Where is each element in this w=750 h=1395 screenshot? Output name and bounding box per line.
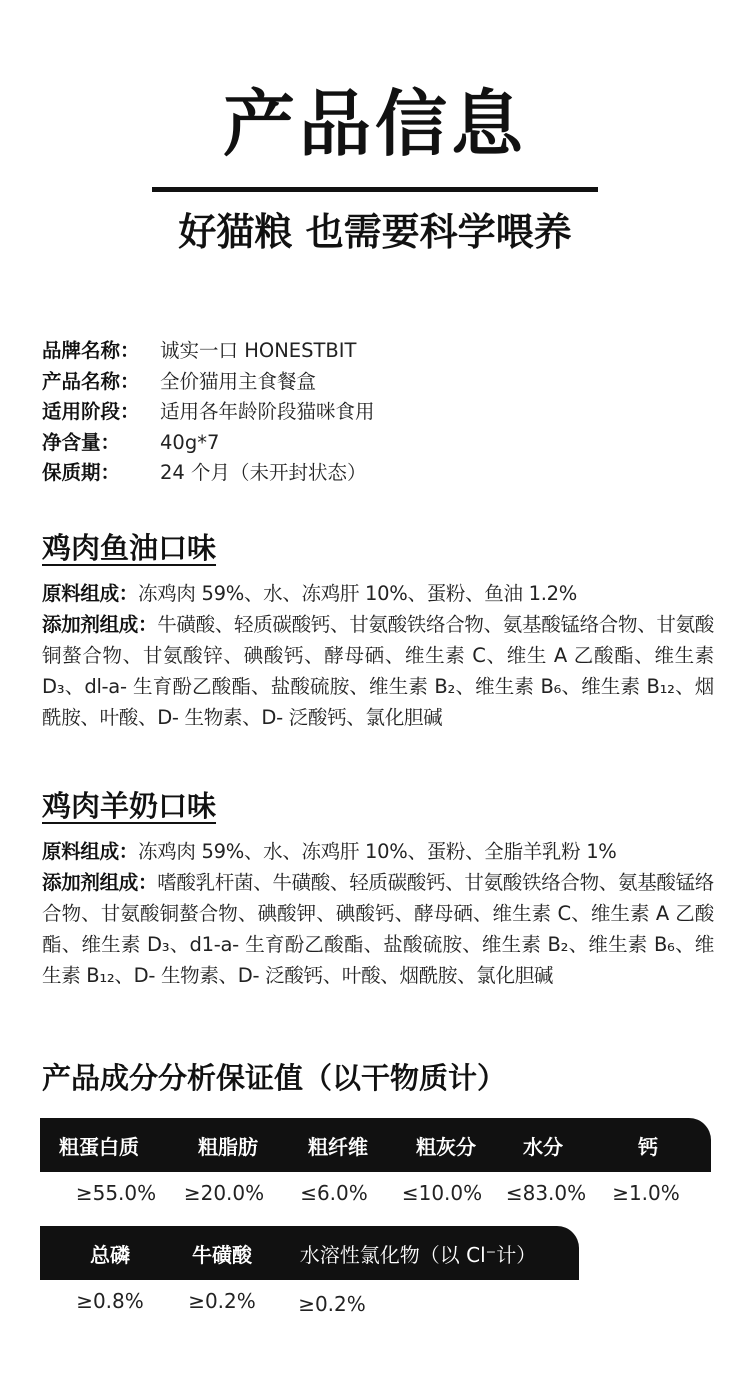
info-label: 品牌名称： <box>42 339 140 362</box>
info-label: 适用阶段： <box>42 400 140 423</box>
nutrient-value: ≥0.2% <box>188 1289 256 1313</box>
analysis-title: 产品成分分析保证值（以干物质计） <box>42 1061 507 1095</box>
info-value: 全价猫用主食餐盒 <box>160 369 317 393</box>
nutrient-value: ≤83.0% <box>505 1181 587 1205</box>
additives-value: 牛磺酸、轻质碳酸钙、甘氨酸铁络合物、氨基酸锰络合物、甘氨酸铜螯合物、甘氨酸锌、碘酸钙、酵母硒、维生素 C、维生 A 乙酸酯、维生素 D₃、dl-a- 生育酚乙酸酯、盐酸硫胺、维生素 B₂、维生素 B₆、维生素 B₁₂、烟酰胺、叶酸、D- 生物素、D- 泛酸钙、氯化胆碱 <box>42 613 715 729</box>
nutrient-value: ≤10.0% <box>401 1181 483 1205</box>
analysis-header-bar-1 <box>40 1118 711 1172</box>
nutrient-header: 粗蛋白质 <box>59 1134 139 1159</box>
nutrient-value: ≥1.0% <box>612 1181 680 1205</box>
info-row-shelf-life <box>42 458 722 489</box>
analysis-header-bar-2 <box>40 1226 579 1280</box>
nutrient-header: 粗脂肪 <box>198 1134 258 1159</box>
nutrient-header: 水溶性氯化物（以 Cl⁻计） <box>299 1242 537 1267</box>
raw-ingredients <box>42 836 714 867</box>
product-info-list <box>42 336 722 489</box>
info-value: 40g*7 <box>160 430 220 454</box>
info-value: 24 个月（未开封状态） <box>160 461 367 484</box>
flavor-title: 鸡肉鱼油口味 <box>42 531 217 565</box>
additives-label: 添加剂组成： <box>42 871 158 894</box>
raw-ingredients-value: 冻鸡肉 59%、水、冻鸡肝 10%、蛋粉、鱼油 1.2% <box>138 582 577 605</box>
nutrient-header: 牛磺酸 <box>192 1242 252 1267</box>
additives-value: 嗜酸乳杆菌、牛磺酸、轻质碳酸钙、甘氨酸铁络合物、氨基酸锰络合物、甘氨酸铜螯合物、碘酸钾、碘酸钙、酵母硒、维生素 C、维生素 A 乙酸酯、维生素 D₃、d1-a- 生育酚乙酸酯、盐酸硫胺、维生素 B₂、维生素 B₆、维生素 B₁₂、D- 生物素、D- 泛酸钙、叶酸、烟酰胺、氯化胆碱 <box>42 871 715 987</box>
raw-ingredients-value: 冻鸡肉 59%、水、冻鸡肝 10%、蛋粉、全脂羊乳粉 1% <box>138 840 617 863</box>
title-divider <box>152 187 598 192</box>
nutrient-header: 粗灰分 <box>416 1134 476 1159</box>
info-row-stage <box>42 397 722 428</box>
raw-ingredients-label: 原料组成： <box>42 840 139 863</box>
info-value: 诚实一口 HONESTBIT <box>160 339 357 362</box>
flavor-title: 鸡肉羊奶口味 <box>42 789 217 823</box>
nutrient-value: ≥55.0% <box>75 1181 157 1205</box>
nutrient-header: 总磷 <box>90 1242 130 1267</box>
info-label: 净含量： <box>42 430 121 454</box>
info-row-net-weight <box>42 428 722 459</box>
info-label: 保质期： <box>42 461 121 484</box>
nutrient-header: 钙 <box>638 1134 658 1159</box>
info-row-brand <box>42 336 722 367</box>
nutrient-value: ≥0.2% <box>298 1292 366 1316</box>
flavor-section-goat-milk <box>42 786 714 991</box>
nutrient-value: ≤6.0% <box>300 1181 368 1205</box>
page-subtitle: 好猫粮 也需要科学喂养 <box>178 210 572 254</box>
raw-ingredients <box>42 578 714 609</box>
nutrient-header: 粗纤维 <box>308 1134 368 1159</box>
info-row-product-name <box>42 367 722 398</box>
info-value: 适用各年龄阶段猫咪食用 <box>160 400 375 423</box>
flavor-section-fish-oil <box>42 528 714 733</box>
nutrient-header: 水分 <box>523 1134 563 1159</box>
info-label: 产品名称： <box>42 369 140 393</box>
nutrient-value: ≥0.8% <box>76 1289 144 1313</box>
additives <box>42 609 714 733</box>
additives <box>42 867 714 991</box>
raw-ingredients-label: 原料组成： <box>42 582 139 605</box>
page-title: 产品信息 <box>222 82 527 166</box>
additives-label: 添加剂组成： <box>42 613 158 636</box>
nutrient-value: ≥20.0% <box>183 1181 265 1205</box>
